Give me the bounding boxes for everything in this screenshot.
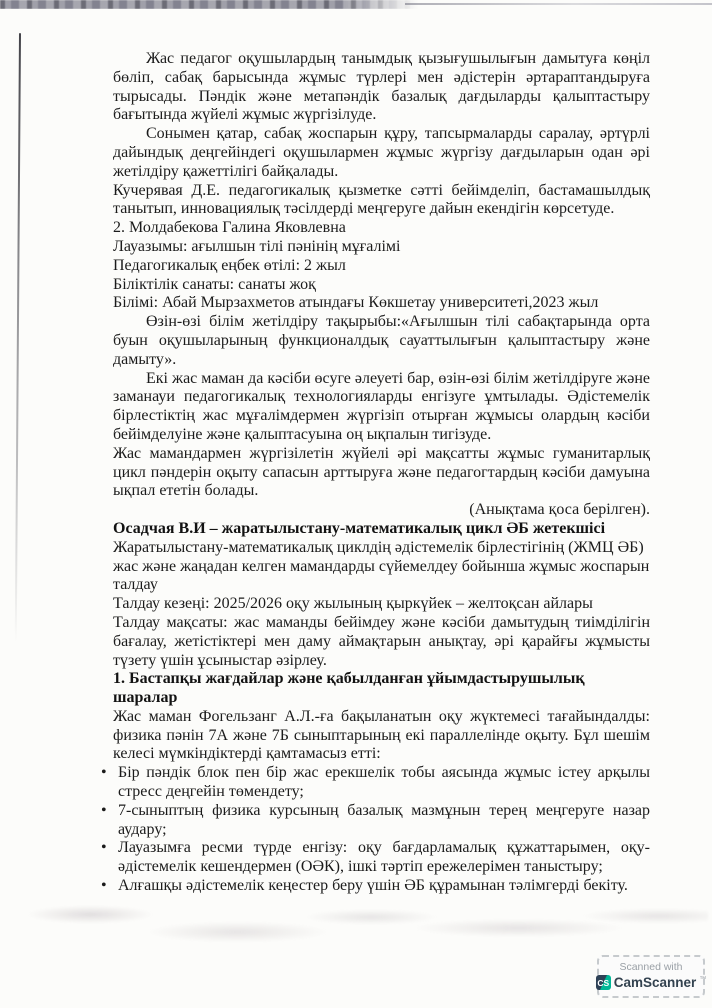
bullet-item-stress-reduction: • Бір пәндік блок пен бір жас ерекшелік тобы аясында жұмыс істеу арқылы стресс деңгейін төмендету;: [118, 764, 650, 802]
paragraph-systematic-work-impact: Жас мамандармен жүргізілетін жүйелі әрі мақсатты жұмыс гуманитарлық цикл пәндерін оқыту сапасын арттыруға және педагогтардың кәсіби дамуына ықпал ететін болады.: [113, 444, 650, 500]
bullet-item-mentor-assignment: • Алғашқы әдістемелік кеңестер беру үшін ӘБ құрамынан тәлімгерді бекіту.: [118, 877, 650, 896]
camscanner-logo-icon: CS: [596, 975, 611, 990]
line-position: Лауазымы: ағылшын тілі пәнінің мұғалімі: [113, 237, 401, 255]
paragraph-analysis-of-work-plan: Жаратылыстану-математикалық циклдің әдістемелік бірлестігінің (ЖМЦ ӘБ) жас және жаңадан келген мамандарды сүйемелдеу бойынша жұмыс жоспарын талдау: [113, 538, 650, 594]
paragraph-kucheryavaya-summary: Кучерявая Д.Е. педагогикалық қызметке сәтті бейімделіп, бастамашылдық танытып, инновациялық тәсілдерді меңгеруге дайын екендігін көрсетуде.: [113, 181, 650, 218]
line-analysis-period: Талдау кезеңі: 2025/2026 оқу жылының қыркүйек – желтоқсан айлары: [113, 595, 593, 613]
bullet-item-formal-introduction: • Лауазымға ресми түрде енгізу: оқу бағдарламалық құжаттарымен, оқу-әдістемелік кешендермен (ОӘК), ішкі тәртіп ережелерімен таныстыру;: [118, 839, 650, 877]
bullet-list: [113, 764, 650, 896]
paragraph-fogelzang-workload: Жас маман Фогельзанг А.Л.-ға бақыланатын оқу жүктемесі тағайындалды: физика пәнін 7А және 7Б сыныптарының екі параллелінде оқыту. Бұл шешім келесі мүмкіндіктерді қамтамасыз етті:: [113, 707, 650, 763]
scan-top-edge-line: [405, 3, 712, 5]
heading-osadchaya-section: Осадчая В.И – жаратылыстану-математикалық цикл ӘБ жетекшісі: [113, 519, 606, 537]
camscanner-brand-text: CamScanner: [613, 975, 697, 990]
line-pedagogical-experience: Педагогикалық еңбек өтілі: 2 жыл: [113, 256, 346, 274]
paragraph-analysis-goal: Талдау мақсаты: жас маманды бейімдеу және кәсіби дамытудың тиімділігін бағалау, жетістіктері мен даму аймақтарын анықтау, әрі қарайғы жұмысты түзету үшін ұсыныстар әзірлеу.: [113, 613, 650, 669]
camscanner-brand-row: [597, 975, 707, 990]
line-teacher-2-name: 2. Молдабекова Галина Яковлевна: [113, 219, 346, 237]
scanned-with-label: Scanned with: [619, 961, 683, 973]
scan-top-edge-artifact: [0, 0, 418, 9]
heading-section-1-initial-measures: 1. Бастапқы жағдайлар және қабылданған ұйымдастырушылық шаралар: [113, 670, 585, 707]
camscanner-watermark-badge: [597, 955, 705, 998]
document-text-block: [113, 50, 650, 896]
paragraph-lesson-planning-needs: Сонымен қатар, сабақ жоспарын құру, тапсырмаларды саралау, әртүрлі дайындық деңгейіндегі оқушылармен жұмыс жүргізу дағдыларын одан әрі жетілдіру қажеттілігі байқалады.: [113, 125, 650, 180]
line-qualification-category: Біліктілік санаты: санаты жоқ: [113, 275, 316, 293]
bullet-item-grade7-physics: • 7-сыныптың физика курсының базалық мазмұнын терең меңгеруге назар аудару;: [118, 802, 650, 840]
line-reference-attached: (Анықтама қоса берілген).: [469, 501, 650, 519]
paragraph-both-specialists-growth: Екі жас маман да кәсіби өсуге әлеуеті бар, өзін-өзі білім жетілдіруге және заманауи педагогикалық технологияларды енгізуге ұмтылады. Әдістемелік бірлестіктің жас мұғалімдермен жүргізіп отырған жұмысы олардың кәсіби бейімделуіне және қалыптасуына оң ықпалын тигізуде.: [113, 369, 650, 443]
scan-left-fold-line: [15, 33, 21, 643]
line-education: Білімі: Абай Мырзахметов атындағы Көкшетау университеті,2023 жыл: [113, 294, 599, 312]
paragraph-young-teacher-skills: Жас педагог оқушылардың танымдық қызығушылығын дамытуға көңіл бөліп, сабақ барысында жұмыс түрлері мен әдістерін әртараптандыруға тырысады. Пәндік және метапәндік базалық дағдыларды қалыптастыру бағытында жүйелі жұмыс жүргізілуде.: [113, 50, 650, 124]
paragraph-self-education-topic: Өзін-өзі білім жетілдіру тақырыбы:«Ағылшын тілі сабақтарында орта буын оқушыларының функционалдық сауаттылығын қалыптастыру және дамыту».: [113, 313, 650, 368]
scan-bottom-shadow-band: [6, 897, 708, 947]
trademark-symbol: ™: [699, 976, 707, 983]
